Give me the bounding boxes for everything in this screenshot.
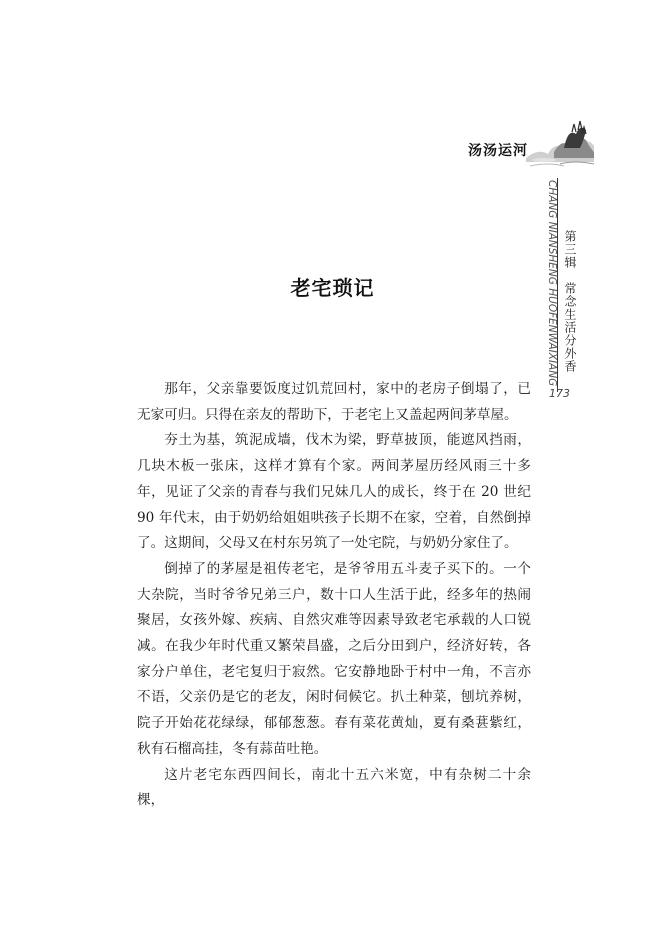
paragraph: 这片老宅东西四间长，南北十五六米宽，中有杂树二十余棵， xyxy=(137,766,531,809)
section-pinyin: CHANG NIANSHENG HUOFENWAIXIANG xyxy=(546,180,558,387)
paragraph: 夯土为基，筑泥成墙，伐木为梁，野草披顶，能遮风挡雨，几块木板一张床，这样才算有个家。两间茅屋历经风雨三十多年，见证了父亲的青春与我们兄妹几人的成长，终于在 20 世纪 90 年代末，由于奶奶给姐姐哄孩子长期不在家，空着，自然倒掉了。这期间，父母又在村东另筑了一处宅院，与奶奶分家住了。 xyxy=(137,432,531,552)
chapter-title: 老宅琐记 xyxy=(290,276,375,300)
body-text xyxy=(137,377,531,814)
paragraph: 那年，父亲靠要饭度过饥荒回村，家中的老房子倒塌了，已无家可归。只得在亲友的帮助下，于老宅上又盖起两间茅草屋。 xyxy=(137,381,531,423)
ink-landscape-icon xyxy=(524,118,596,170)
section-label: 第三辑 常念生活分外香 xyxy=(563,230,577,373)
paragraph: 倒掉了的茅屋是祖传老宅，是爷爷用五斗麦子买下的。一个大杂院，当时爷爷兄弟三户，数十口人生活于此，经多年的热闹聚居，女孩外嫁、疾病、自然灾难等因素导致老宅承载的人口锐减。在我少年时代重又繁荣昌盛，之后分田到户，经济好转，各家分户单住，老宅复归于寂然。它安静地卧于村中一角，不言亦不语，父亲仍是它的老友，闲时伺候它。扒土种菜，刨坑养树，院子开始花花绿绿，郁郁葱葱。春有菜花黄灿，夏有桑葚紫红，秋有石榴高挂，冬有蒜苗吐艳。 xyxy=(137,560,531,757)
page-number: 173 xyxy=(549,387,570,400)
running-header-title: 汤汤运河 xyxy=(468,143,528,159)
